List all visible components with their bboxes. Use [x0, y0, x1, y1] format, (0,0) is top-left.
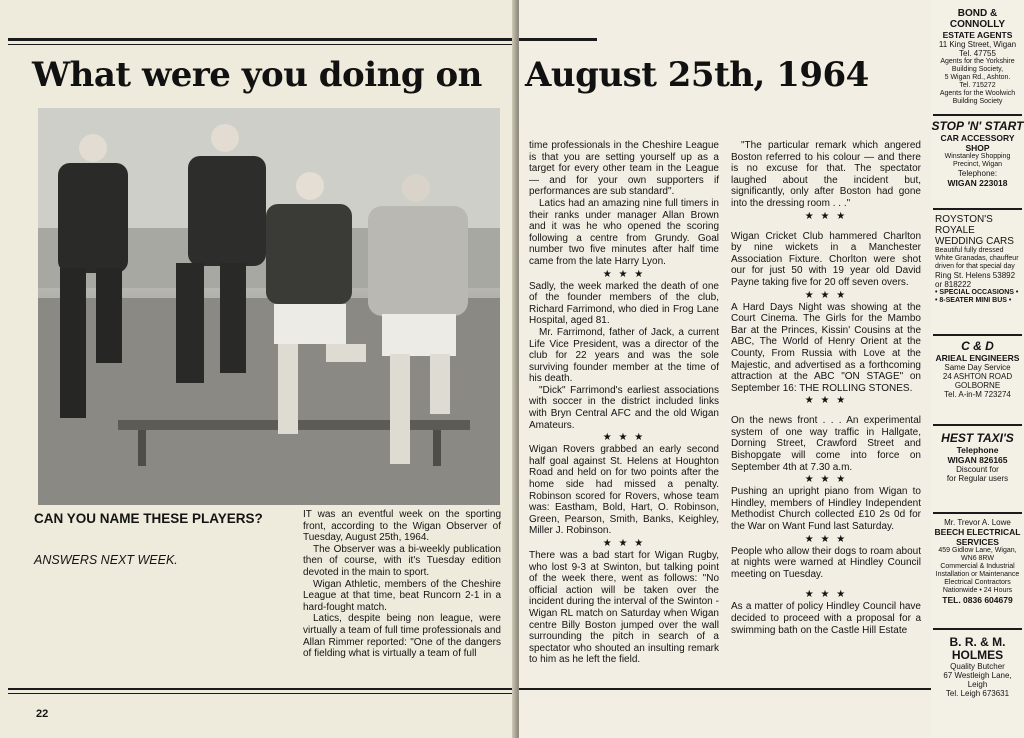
- ad-phone: TEL. 0836 604679: [942, 595, 1013, 605]
- ad-separator: [933, 424, 1022, 426]
- intro-paragraph-1: IT was an eventful week on the sporting front, according to the Wigan Observer of Tuesday, August 25th, 1964.: [303, 509, 501, 544]
- ad-phone: WIGAN 223018: [947, 178, 1008, 188]
- ad-bond-connolly: [931, 8, 1024, 106]
- ad-phone: Tel. Leigh 673631: [945, 689, 1010, 698]
- ad-line: • SPECIAL OCCASIONS •: [935, 289, 1019, 296]
- top-rule-thin: [8, 44, 517, 45]
- ad-address: 24 ASHTON ROAD: [942, 372, 1013, 381]
- separator-stars: ★ ★ ★: [602, 538, 646, 549]
- ad-title: BOND & CONNOLLY: [949, 8, 1006, 30]
- bottom-rule: [8, 688, 517, 690]
- top-rule-right: [519, 38, 597, 41]
- headline-left: What were you doing on: [32, 55, 482, 95]
- col2-paragraph-1: time professionals in the Cheshire League is that you are setting yourself up as a target for every other team in the League — and for your own supporters if performances are sub standard".: [529, 140, 719, 198]
- separator-stars: ★ ★ ★: [804, 210, 848, 222]
- ad-title: HEST TAXI'S: [941, 431, 1014, 445]
- ad-c-and-d: [931, 340, 1024, 399]
- col2-paragraph-4: Mr. Farrimond, father of Jack, a current Life Vice President, was a director of the club for 22 years and was the sole surviving founder member at the time of his death.: [529, 326, 719, 385]
- ad-phone-label: Telephone:: [957, 169, 998, 178]
- bench-leg-right: [433, 430, 441, 466]
- intro-paragraph-4: Latics, despite being non league, were virtually a team of full time professionals and Allan Rimmer reported: "One of the dangers of fielding what is virtually a team of full: [303, 613, 501, 660]
- advertisements-column: [931, 0, 1024, 738]
- ad-holmes: [931, 636, 1024, 698]
- ad-beech-electrical: [931, 518, 1024, 605]
- ad-line: 5 Wigan Rd., Ashton.: [944, 74, 1011, 81]
- ad-phone-label: Telephone: [956, 445, 999, 455]
- intro-paragraph-2: The Observer was a bi-weekly publication then of course, with it's Tuesday edition devoted in the main to sport.: [303, 543, 501, 578]
- col2-paragraph-5: "Dick" Farrimond's earliest associations with soccer in the district included links with Bryn Central AFC and the old Wigan Amateurs.: [529, 384, 719, 431]
- page-number: 22: [36, 708, 49, 720]
- bottom-rule-right: [519, 688, 931, 690]
- col2-paragraph-3: Sadly, the week marked the death of one of the founder members of the club, Richard Farrimond, who died in Frog Lane Hospital, aged 81.: [529, 280, 719, 327]
- separator-stars: ★ ★ ★: [804, 395, 848, 407]
- article-column-2: [529, 140, 719, 666]
- intro-paragraph-3: Wigan Athletic, members of the Cheshire League at that time, beat Runcorn 2-1 in a hard-fought match.: [303, 578, 501, 613]
- ad-hest-taxis: [931, 432, 1024, 483]
- ad-subtitle: Quality Butcher: [950, 662, 1005, 671]
- bottom-rule-thin: [8, 693, 517, 694]
- ad-address: 67 Westleigh Lane,: [943, 671, 1012, 680]
- ad-line: Tel. 715272: [959, 82, 996, 89]
- ad-line: Agents for the Yorkshire Building Society,: [940, 58, 1015, 73]
- col3-paragraph-2: Wigan Cricket Club hammered Charlton by nine wickets in a Manchester Association Fixture. Chorlton were shot our for just 50 with 19 year old David Payne taking five for 20 off seven overs.: [731, 230, 921, 288]
- separator-stars: ★ ★ ★: [804, 289, 848, 301]
- ad-line: • 8-SEATER MINI BUS •: [935, 297, 1012, 304]
- ad-separator: [933, 208, 1022, 210]
- ad-separator: [933, 114, 1022, 116]
- article-column-1: [303, 509, 501, 660]
- ad-subtitle: CAR ACCESSORY SHOP: [940, 133, 1015, 153]
- ad-line: Agents for the Woolwich Building Society: [939, 90, 1016, 105]
- col3-paragraph-6: People who allow their dogs to roam about at nights were warned at Hindley Council meeting on Tuesday.: [731, 545, 921, 580]
- separator-stars: ★ ★ ★: [602, 432, 646, 444]
- ad-address: GOLBORNE: [954, 381, 1001, 390]
- ad-phone: Ring St. Helens 53892 or 818222: [935, 271, 1016, 289]
- separator-stars: ★ ★ ★: [804, 474, 848, 486]
- col3-paragraph-4: On the news front . . . An experimental system of one way traffic in Hallgate, Dorning Street, Crawford Street and Bishopgate will come into force on September 4th at 7.30 a.m.: [731, 415, 921, 473]
- separator-stars: ★ ★ ★: [804, 533, 848, 545]
- ad-description: Beautiful fully dressed White Granadas, chauffeur driven for that special day: [935, 247, 1019, 270]
- ad-title: C & D: [961, 339, 994, 353]
- ad-phone: WIGAN 826165: [947, 455, 1008, 465]
- ad-title: ROYSTON'S ROYALE WEDDING CARS: [935, 214, 1014, 247]
- ad-phone: Tel. 47755: [959, 49, 996, 58]
- ad-service: Same Day Service: [944, 363, 1011, 372]
- headline-right: August 25th, 1964: [525, 55, 869, 95]
- ad-address: Winstanley Shopping Precinct, Wigan: [944, 153, 1011, 168]
- col3-paragraph-5: Pushing an upright piano from Wigan to Hindley, members of Hindley Independent Methodist Church collected £10 2s 0d for the War on Want Fund last Saturday.: [731, 486, 921, 533]
- right-page: [519, 0, 931, 738]
- col3-paragraph-1: "The particular remark which angered Boston referred to his colour — and there is no excuse for that. The spectator laughed about the incident but, significantly, only after Boston had gone into the dressing room . . .": [731, 140, 921, 209]
- top-rule: [8, 38, 517, 41]
- ad-title: B. R. & M. HOLMES: [949, 635, 1006, 662]
- ad-stop-n-start: [931, 120, 1024, 188]
- ad-address: Leigh: [967, 680, 988, 689]
- ad-separator: [933, 512, 1022, 514]
- col3-paragraph-3: A Hard Days Night was showing at the Court Cinema. The Girls for the Mambo Bar at the Princes, Kissin' Cousins at the ABC, The World of Henry Orient at the County, From Russia with Love at the Majestic, and advertised as a forthcoming attraction at the ABC "ON STAGE" on September 16: THE ROLLING STONES.: [731, 301, 921, 394]
- ad-subtitle: ESTATE AGENTS: [942, 30, 1013, 40]
- ad-phone: Tel. A-in-M 723274: [944, 390, 1011, 399]
- col2-paragraph-7: There was a bad start for Wigan Rugby, who lost 9-3 at Swinton, but talking point of the week there, went as follows: "No official action will be taken over the incident during the interval of the Swinton - Wigan RL match on Saturday when Wigan centre Billy Boston jumped over the wall surrounding the pitch in search of a spectator who shouted an insulting remark to him as he left the field.: [529, 550, 719, 666]
- separator-stars: ★ ★ ★: [602, 268, 646, 280]
- col2-paragraph-2: Latics had an amazing nine full timers in their ranks under manager Allan Brown and it was he who opened the scoring following a centre from Grundy. Goal number two five minutes after half time came from the late Harry Lyon.: [529, 197, 719, 267]
- ad-title: BEECH ELECTRICAL SERVICES: [934, 527, 1021, 547]
- ad-address: 459 Gidlow Lane, Wigan, WN6 8RW: [938, 547, 1017, 562]
- article-column-3: [731, 140, 921, 636]
- ad-roystons: [931, 214, 1023, 305]
- ad-line: Discount for: [956, 465, 999, 474]
- col2-paragraph-6: Wigan Rovers grabbed an early second half goal against St. Helens at Houghton Road and held on for two points after the home side had missed a penalty. Robinson scored for Rovers, whose team was: Eastham, Bold, Hart, O. Robinson, Green, Pearson, Smith, Banks, Keighley, Miller J. Robinson.: [529, 444, 719, 537]
- ad-owner: Mr. Trevor A. Lowe: [944, 518, 1011, 527]
- caption-answer: ANSWERS NEXT WEEK.: [34, 553, 178, 567]
- ad-line: for Regular users: [946, 474, 1009, 483]
- separator-stars: ★ ★ ★: [804, 589, 848, 601]
- ad-title: STOP 'N' START: [931, 119, 1024, 133]
- ad-description: Commercial & Industrial Installation or Maintenance Electrical Contractors Nationwide • 24 Hours: [935, 563, 1020, 594]
- team-photo-drawing: [38, 108, 500, 505]
- bench-leg-left: [138, 430, 146, 466]
- col3-paragraph-7: As a matter of policy Hindley Council have decided to proceed with a proposal for a swimming bath on the Castle Hill Estate: [731, 601, 921, 636]
- ad-subtitle: ARIEAL ENGINEERS: [935, 353, 1020, 363]
- ad-separator: [933, 334, 1022, 336]
- team-photo: [38, 108, 500, 505]
- ad-address: 11 King Street, Wigan: [938, 40, 1017, 49]
- ad-separator: [933, 628, 1022, 630]
- caption-question: CAN YOU NAME THESE PLAYERS?: [34, 511, 263, 526]
